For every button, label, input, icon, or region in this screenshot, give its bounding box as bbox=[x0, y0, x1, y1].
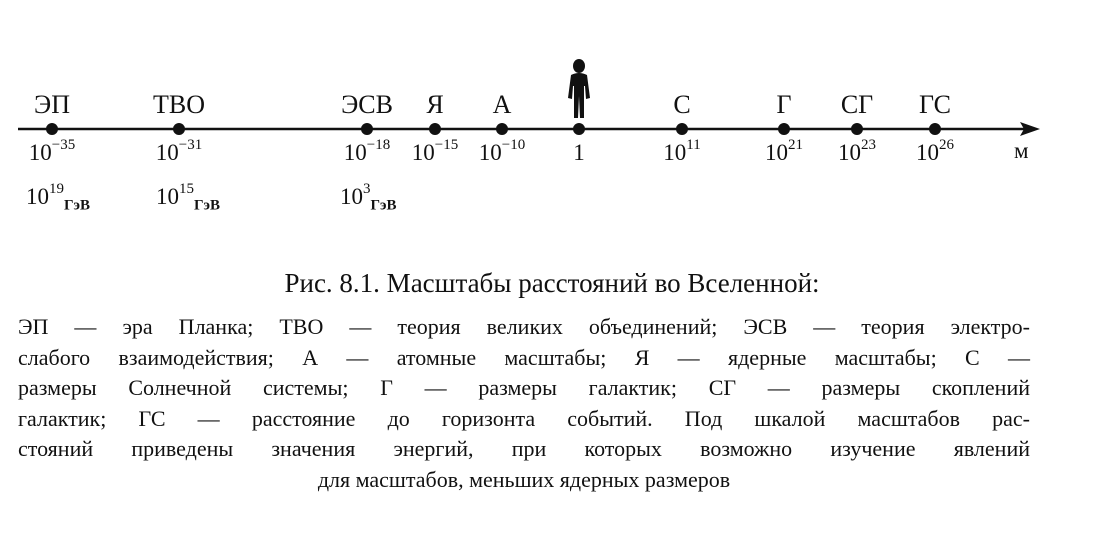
scale-diagram bbox=[0, 0, 1104, 260]
scale-point-dot bbox=[778, 123, 790, 135]
distance-base: 10 bbox=[765, 140, 788, 165]
distance-base: 10 bbox=[411, 140, 435, 165]
distance-value bbox=[478, 137, 526, 166]
distance-value bbox=[155, 137, 203, 166]
distance-value bbox=[916, 137, 954, 166]
distance-base: 10 bbox=[838, 140, 861, 165]
scale-point-label: Г bbox=[776, 90, 792, 119]
scale-point-label: С bbox=[673, 90, 691, 119]
scale-point-label: А bbox=[492, 90, 512, 119]
distance-exponent: 11 bbox=[686, 137, 701, 154]
distance-value bbox=[765, 137, 803, 166]
distance-base: 10 bbox=[343, 140, 367, 165]
distance-exponent: 23 bbox=[861, 137, 876, 154]
caption-body bbox=[18, 312, 1030, 495]
distance-exponent: −10 bbox=[501, 137, 526, 154]
distance-value bbox=[663, 137, 701, 166]
scale-point-dot bbox=[361, 123, 373, 135]
energy-value bbox=[156, 181, 221, 214]
caption-line: ЭП — эра Планка; ТВО — теория великих объединений; ЭСВ — теория электро- bbox=[18, 314, 1030, 339]
energy-exponent: 19 bbox=[49, 181, 64, 198]
scale-point-dot bbox=[851, 123, 863, 135]
distance-base: 10 bbox=[28, 140, 52, 165]
scale-point-label: ЭСВ bbox=[341, 90, 393, 119]
energy-exponent: 3 bbox=[363, 181, 371, 198]
energy-base: 10 bbox=[156, 184, 179, 209]
caption-line: стояний приведены значения энергий, при которых возможно изучение явлений bbox=[18, 436, 1030, 461]
distance-value bbox=[343, 137, 391, 166]
distance-exponent: 26 bbox=[939, 137, 954, 154]
scale-point-label: ЭП bbox=[34, 90, 70, 119]
distance-base: 1 bbox=[573, 140, 585, 165]
energy-value bbox=[340, 181, 397, 214]
caption-line: для масштабов, меньших ядерных размеров bbox=[317, 466, 731, 492]
distance-base: 10 bbox=[916, 140, 939, 165]
energy-exponent: 15 bbox=[179, 181, 194, 198]
caption-line: размеры Солнечной системы; Г — размеры галактик; СГ — размеры скоплений bbox=[18, 375, 1030, 400]
caption-line: слабого взаимодействия; А — атомные масштабы; Я — ядерные масштабы; С — bbox=[18, 344, 1030, 370]
distance-value bbox=[838, 137, 876, 166]
caption-title: Рис. 8.1. Масштабы расстояний во Вселенной: bbox=[284, 268, 820, 298]
scale-point-dot bbox=[573, 123, 585, 135]
distance-exponent: −31 bbox=[178, 137, 203, 154]
energy-unit: ГэВ bbox=[370, 197, 397, 214]
scale-point-dot bbox=[676, 123, 688, 135]
scale-point-dot bbox=[496, 123, 508, 135]
scale-axis bbox=[0, 0, 1104, 260]
scale-point-label: СГ bbox=[840, 90, 874, 119]
energy-base: 10 bbox=[26, 184, 49, 209]
distance-base: 10 bbox=[478, 140, 502, 165]
distance-exponent: −35 bbox=[51, 137, 76, 154]
scale-point-dot bbox=[46, 123, 58, 135]
scale-point-label: ГС bbox=[918, 90, 952, 119]
distance-base: 10 bbox=[663, 140, 687, 165]
scale-point-dot bbox=[173, 123, 185, 135]
distance-value bbox=[28, 137, 76, 166]
energy-base: 10 bbox=[340, 184, 363, 209]
human-figure-icon bbox=[568, 59, 590, 118]
scale-point-label: ТВО bbox=[153, 90, 205, 119]
distance-exponent: 21 bbox=[788, 137, 803, 154]
scale-point-dot bbox=[929, 123, 941, 135]
caption-line: галактик; ГС — расстояние до горизонта событий. Под шкалой масштабов рас- bbox=[18, 405, 1030, 431]
distance-base: 10 bbox=[155, 140, 179, 165]
scale-point-label: Я bbox=[426, 90, 444, 119]
scale-point-dot bbox=[429, 123, 441, 135]
energy-unit: ГэВ bbox=[194, 197, 221, 214]
distance-value bbox=[411, 137, 459, 166]
distance-exponent: −18 bbox=[366, 137, 391, 154]
distance-exponent: −15 bbox=[434, 137, 459, 154]
energy-unit: ГэВ bbox=[64, 197, 91, 214]
distance-value bbox=[573, 140, 585, 166]
axis-unit-label: м bbox=[1014, 138, 1029, 163]
energy-value bbox=[26, 181, 91, 214]
